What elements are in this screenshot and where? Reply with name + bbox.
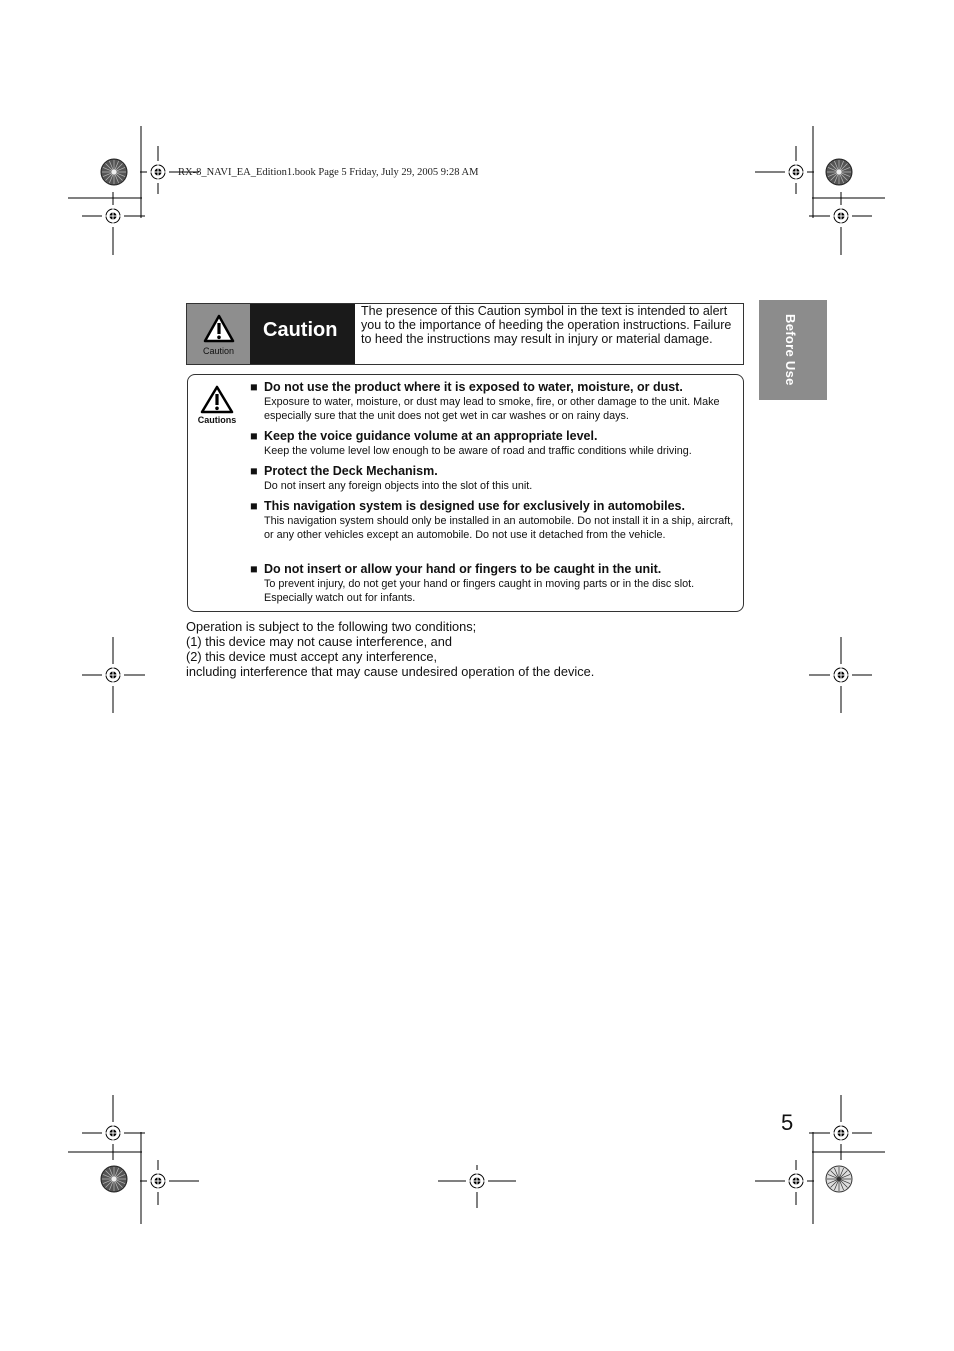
bullet-square: ■ (250, 380, 258, 394)
caution-description: The presence of this Caution symbol in the text is intended to alert you to the importance of heeding the operation instructions. Failure to heed the instructions may result in injury or material damage. (361, 304, 732, 346)
caution-item-heading-text: This navigation system is designed use for exclusively in automobiles. (264, 499, 685, 513)
caution-item-heading-text: Protect the Deck Mechanism. (264, 464, 438, 478)
caution-item-body: This navigation system should only be installed in an automobile. Do not install it in a ship, aircraft, or any other vehicles except an automobile. Do not use it detached from the vehicle. (264, 515, 734, 541)
conditions-line: including interference that may cause undesired operation of the device. (186, 664, 595, 679)
caution-item (250, 499, 738, 542)
caution-item-body: Do not insert any foreign objects into the slot of this unit. (264, 480, 533, 492)
side-tab-label: Before Use (783, 314, 798, 386)
warning-icon (203, 314, 235, 344)
cautions-icon-label: Cautions (197, 415, 237, 425)
conditions-line: (2) this device must accept any interference, (186, 649, 438, 664)
caution-item-heading-text: Keep the voice guidance volume at an appropriate level. (264, 429, 598, 443)
print-header: RX-8_NAVI_EA_Edition1.book Page 5 Friday, July 29, 2005 9:28 AM (178, 167, 479, 178)
cautions-box (187, 374, 744, 612)
caution-item-body: Exposure to water, moisture, or dust may lead to smoke, fire, or other damage to the unit. Make especially sure that the unit does not get wet in car washes or on rainy days. (264, 396, 720, 422)
side-tab (759, 300, 827, 400)
caution-item (250, 562, 738, 605)
bullet-square: ■ (250, 562, 258, 576)
caution-header-box (186, 303, 744, 365)
page-number: 5 (781, 1110, 794, 1135)
caution-icon-cell (187, 304, 250, 364)
caution-title-cell (250, 304, 355, 364)
caution-item-body: To prevent injury, do not get your hand or fingers caught in moving parts or in the disc slot. Especially watch out for infants. (264, 578, 695, 604)
conditions-text (186, 619, 594, 679)
conditions-line: (1) this device may not cause interference, and (186, 634, 453, 649)
warning-icon (200, 385, 234, 415)
caution-item (250, 429, 738, 458)
bullet-square: ■ (250, 429, 258, 443)
caution-item-body: Keep the volume level low enough to be aware of road and traffic conditions while driving. (264, 445, 692, 457)
conditions-line: Operation is subject to the following two conditions; (186, 619, 477, 634)
caution-title: Caution (263, 319, 338, 341)
caution-item (250, 464, 738, 493)
caution-item-heading (250, 380, 738, 395)
caution-item-heading (250, 464, 738, 479)
bullet-square: ■ (250, 464, 258, 478)
caution-icon-label: Caution (202, 346, 235, 356)
caution-item-heading-text: Do not insert or allow your hand or fingers to be caught in the unit. (264, 562, 662, 576)
caution-item-heading (250, 429, 738, 444)
caution-item (250, 380, 738, 423)
caution-item-heading (250, 499, 738, 514)
caution-item-heading (250, 562, 738, 577)
caution-item-heading-text: Do not use the product where it is exposed to water, moisture, or dust. (264, 380, 683, 394)
bullet-square: ■ (250, 499, 258, 513)
